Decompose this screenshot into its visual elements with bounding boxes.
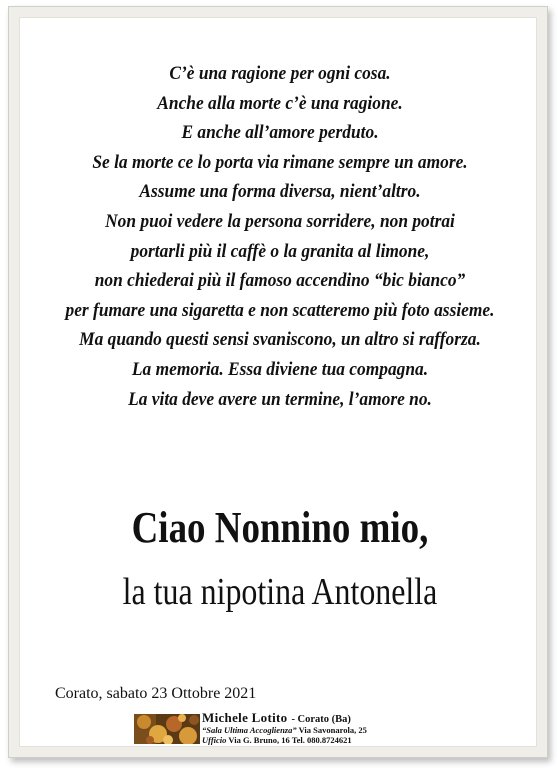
date-line: Corato, sabato 23 Ottobre 2021 [55,685,257,702]
funeral-home-place: - Corato (Ba) [291,714,351,725]
poem-line: Anche alla morte c’è una ragione. [157,93,403,114]
hall-address: Via Savonarola, 25 [298,725,367,735]
poem-line: C’è una ragione per ogni cosa. [169,64,391,84]
poem-line: Ma quando questi sensi svaniscono, un altro si rafforza. [79,330,481,351]
phone-number: Tel. 080.8724621 [291,735,352,745]
hall-label: “Sala Ultima Accoglienza” [202,725,297,735]
poem-line: non chiederai più il famoso accendino “bic bianco” [94,271,466,292]
funeral-home-banner [134,711,430,745]
signature-line: la tua nipotina Antonella [122,571,438,613]
office-address: Via G. Bruno, 16 [228,735,290,745]
poem-line: La memoria. Essa diviene tua compagna. [131,359,429,380]
poem-line: per fumare una sigaretta e non scatteremo più foto assieme. [65,300,495,321]
funeral-home-name: Michele Lotito [202,710,288,725]
funeral-home-details [202,711,432,745]
poem-line: Non puoi vedere la persona sorridere, non potrai [105,211,455,232]
poem-line: Assume una forma diversa, nient’altro. [139,182,421,203]
poem-line: portarli più il caffè o la granita al limone, [130,241,430,262]
poem [0,60,560,415]
office-label: Ufficio [202,735,227,745]
farewell-headline: Ciao Nonnino mio, [131,503,429,552]
funeral-home-photo [134,714,200,744]
poem-line: E anche all’amore perduto. [181,123,379,144]
poem-line: Se la morte ce lo porta via rimane sempre un amore. [92,152,468,173]
poem-line: La vita deve avere un termine, l’amore no. [128,389,432,410]
